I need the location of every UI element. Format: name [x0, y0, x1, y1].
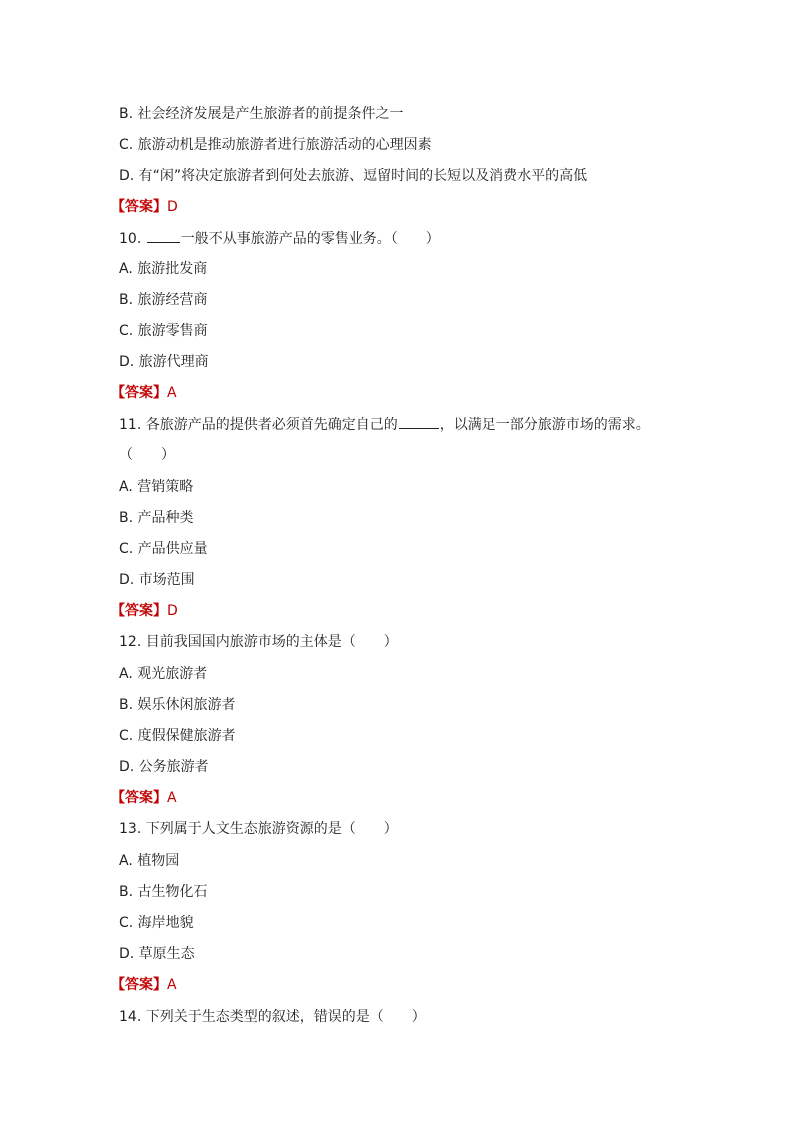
q12-option-b: B. 娱乐休闲旅游者: [119, 697, 236, 713]
answer-label: 【答案】: [111, 977, 167, 993]
fill-blank: [147, 227, 180, 243]
q11-stem: [119, 413, 650, 435]
q11-option-b: B. 产品种类: [119, 510, 194, 526]
q9-answer: [111, 196, 178, 218]
answer-value: D: [167, 603, 178, 619]
q13-option-b: B. 古生物化石: [119, 884, 208, 900]
q13-option-a: A. 植物园: [119, 853, 180, 869]
answer-value: A: [167, 977, 177, 993]
q11-option-d: D. 市场范围: [119, 572, 195, 588]
q11-answer: [111, 600, 178, 622]
answer-value: D: [167, 199, 178, 215]
q11-text-end: ，以满足一部分旅游市场的需求。: [439, 417, 650, 433]
q9-option-d: D. 有“闲”将决定旅游者到何处去旅游、逗留时间的长短以及消费水平的高低: [119, 168, 588, 184]
answer-value: A: [167, 790, 177, 806]
q10-option-b: B. 旅游经营商: [119, 292, 208, 308]
q10-stem: [119, 227, 440, 249]
answer-label: 【答案】: [111, 603, 167, 619]
q11-option-c: C. 产品供应量: [119, 541, 208, 557]
q12-option-d: D. 公务旅游者: [119, 759, 209, 775]
q13-option-c: C. 海岸地貌: [119, 915, 194, 931]
q12-option-c: C. 度假保健旅游者: [119, 728, 236, 744]
q13-stem: 13. 下列属于人文生态旅游资源的是（ ）: [119, 821, 398, 837]
q12-answer: [111, 787, 177, 809]
q13-answer: [111, 974, 177, 996]
answer-label: 【答案】: [111, 790, 167, 806]
fill-blank: [399, 413, 439, 429]
answer-label: 【答案】: [111, 199, 167, 215]
q9-option-b: B. 社会经济发展是产生旅游者的前提条件之一: [119, 106, 404, 122]
q10-option-a: A. 旅游批发商: [119, 261, 208, 277]
q11-paren: （ ）: [119, 447, 175, 463]
answer-label: 【答案】: [111, 385, 167, 401]
q10-answer: [111, 382, 177, 404]
q10-option-d: D. 旅游代理商: [119, 354, 209, 370]
q11-option-a: A. 营销策略: [119, 479, 194, 495]
q13-option-d: D. 草原生态: [119, 946, 195, 962]
q14-stem: 14. 下列关于生态类型的叙述，错误的是（ ）: [119, 1009, 426, 1025]
q12-stem: 12. 目前我国国内旅游市场的主体是（ ）: [119, 634, 398, 650]
q11-text-start: 11. 各旅游产品的提供者必须首先确定自己的: [119, 417, 398, 433]
answer-value: A: [167, 385, 177, 401]
q10-text: 一般不从事旅游产品的零售业务。（ ）: [180, 231, 440, 247]
q10-option-c: C. 旅游零售商: [119, 323, 208, 339]
q10-number: 10.: [119, 231, 146, 247]
q9-option-c: C. 旅游动机是推动旅游者进行旅游活动的心理因素: [119, 137, 432, 153]
q12-option-a: A. 观光旅游者: [119, 666, 208, 682]
